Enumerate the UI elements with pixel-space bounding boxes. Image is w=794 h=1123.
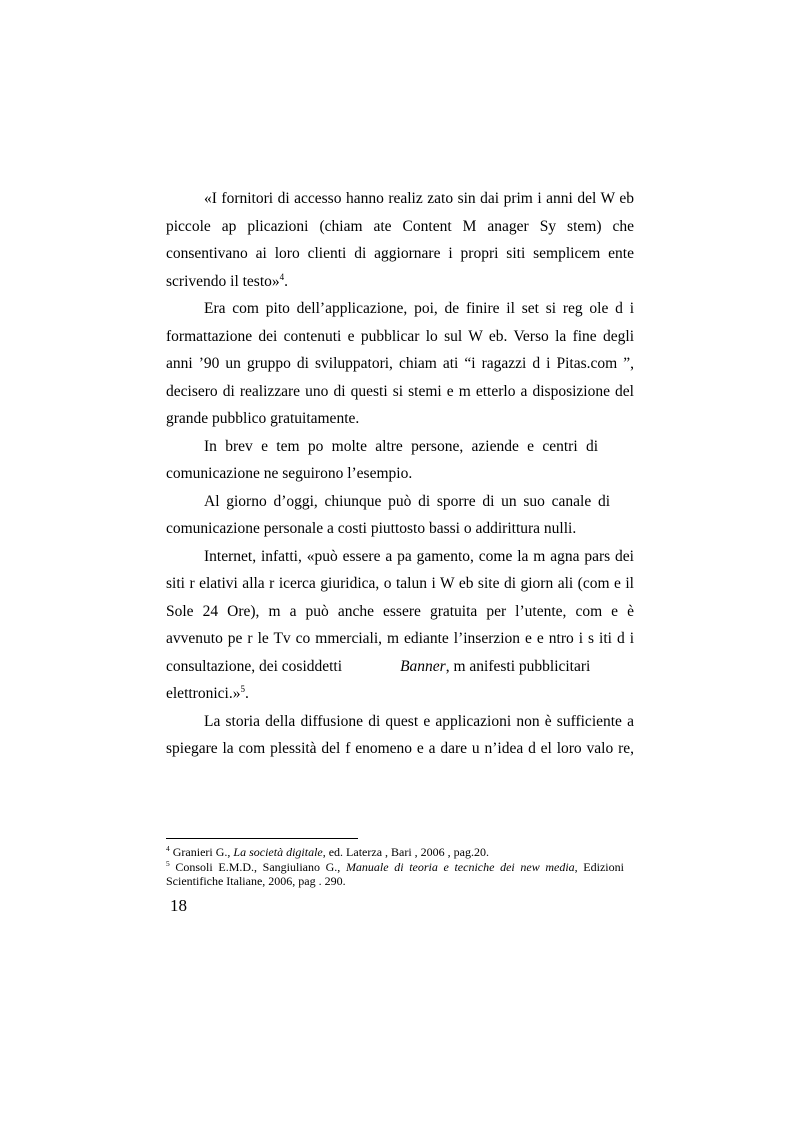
p5-line6-text: elettronici.» [166, 685, 241, 702]
p6-line2: spiegare la com plessità del f enomeno e a dare u n’idea d el loro valo re, [166, 740, 634, 757]
p5-line3: Sole 24 Ore), m a può anche essere gratuita per l’utente, com e è [166, 603, 634, 620]
p2-line3: anni ’90 un gruppo di sviluppatori, chiam ati “i ragazzi d i Pitas.com ”, [166, 355, 634, 372]
footnote-4-author: Granieri G., [169, 845, 234, 859]
footnote-4-rest: , ed. Laterza , Bari , 2006 , pag.20. [322, 845, 490, 859]
page-number: 18 [170, 896, 187, 915]
footnote-ref-5: 5 [240, 683, 245, 694]
p2-line1: Era com pito dell’applicazione, poi, de finire il set si reg ole d i [204, 300, 634, 317]
footnote-5-rest: , Edizioni [574, 860, 624, 874]
footnote-5-title: Manuale di teoria e tecniche dei new media [345, 860, 575, 874]
p5-line5-rest: , m anifesti pubblicitari [445, 658, 591, 675]
p4-line2: comunicazione personale a costi piuttosto bassi o addirittura nulli. [166, 520, 577, 537]
p1-line2: piccole ap plicazioni (chiam ate Content M anager Sy stem) che [166, 218, 634, 235]
footnote-5 [166, 860, 624, 874]
p1-line3: consentivano ai loro clienti di aggiornare i propri siti semplicem ente [166, 245, 634, 262]
footnote-4 [166, 845, 489, 859]
footnote-ref-4: 4 [279, 271, 285, 282]
p2-line4: decisero di realizzare uno di questi si stemi e m etterlo a disposizione del [166, 383, 634, 400]
p5-line1: Internet, infatti, «può essere a pa gamento, come la m agna pars dei [204, 548, 634, 565]
p2-line5: grande pubblico gratuitamente. [166, 410, 360, 427]
footnote-5-line2: Scientifiche Italiane, 2006, pag . 290. [166, 874, 346, 888]
p5-line2: siti r elativi alla r icerca giuridica, o talun i W eb site di giorn ali (com e il [166, 575, 634, 592]
p3-line2: comunicazione ne seguirono l’esempio. [166, 465, 413, 482]
p1-line1: «I fornitori di accesso hanno realiz zato sin dai prim i anni del W eb [204, 190, 634, 207]
p2-line2: formattazione dei contenuti e pubblicar lo sul W eb. Verso la fine degli [166, 328, 634, 345]
p5-line5 [166, 657, 634, 677]
p5-line6 [166, 684, 249, 704]
footnote-4-title: La società digitale [233, 845, 323, 859]
p6-line1: La storia della diffusione di quest e applicazioni non è sufficiente a [204, 713, 634, 730]
p5-line4: avvenuto pe r le Tv co mmerciali, m ediante l’inserzion e e ntro i s iti d i [166, 630, 634, 647]
p5-line5-text: consultazione, dei cosiddetti [166, 658, 343, 675]
p4-line1: Al giorno d’oggi, chiunque può di sporre di un suo canale di [204, 493, 610, 510]
footnote-4-number: 4 [166, 844, 170, 853]
footnote-5-number: 5 [166, 859, 170, 868]
footnote-5-author: Consoli E.M.D., Sangiuliano G., [169, 860, 346, 874]
p1-line4 [166, 272, 288, 292]
p1-line4-end: . [284, 273, 289, 290]
banner-italic: Banner [400, 658, 446, 675]
p1-line4-text: scrivendo il testo» [166, 273, 280, 290]
footnote-separator [166, 838, 358, 839]
p5-line6-end: . [244, 685, 249, 702]
p3-line1: In brev e tem po molte altre persone, aziende e centri di [204, 438, 598, 455]
